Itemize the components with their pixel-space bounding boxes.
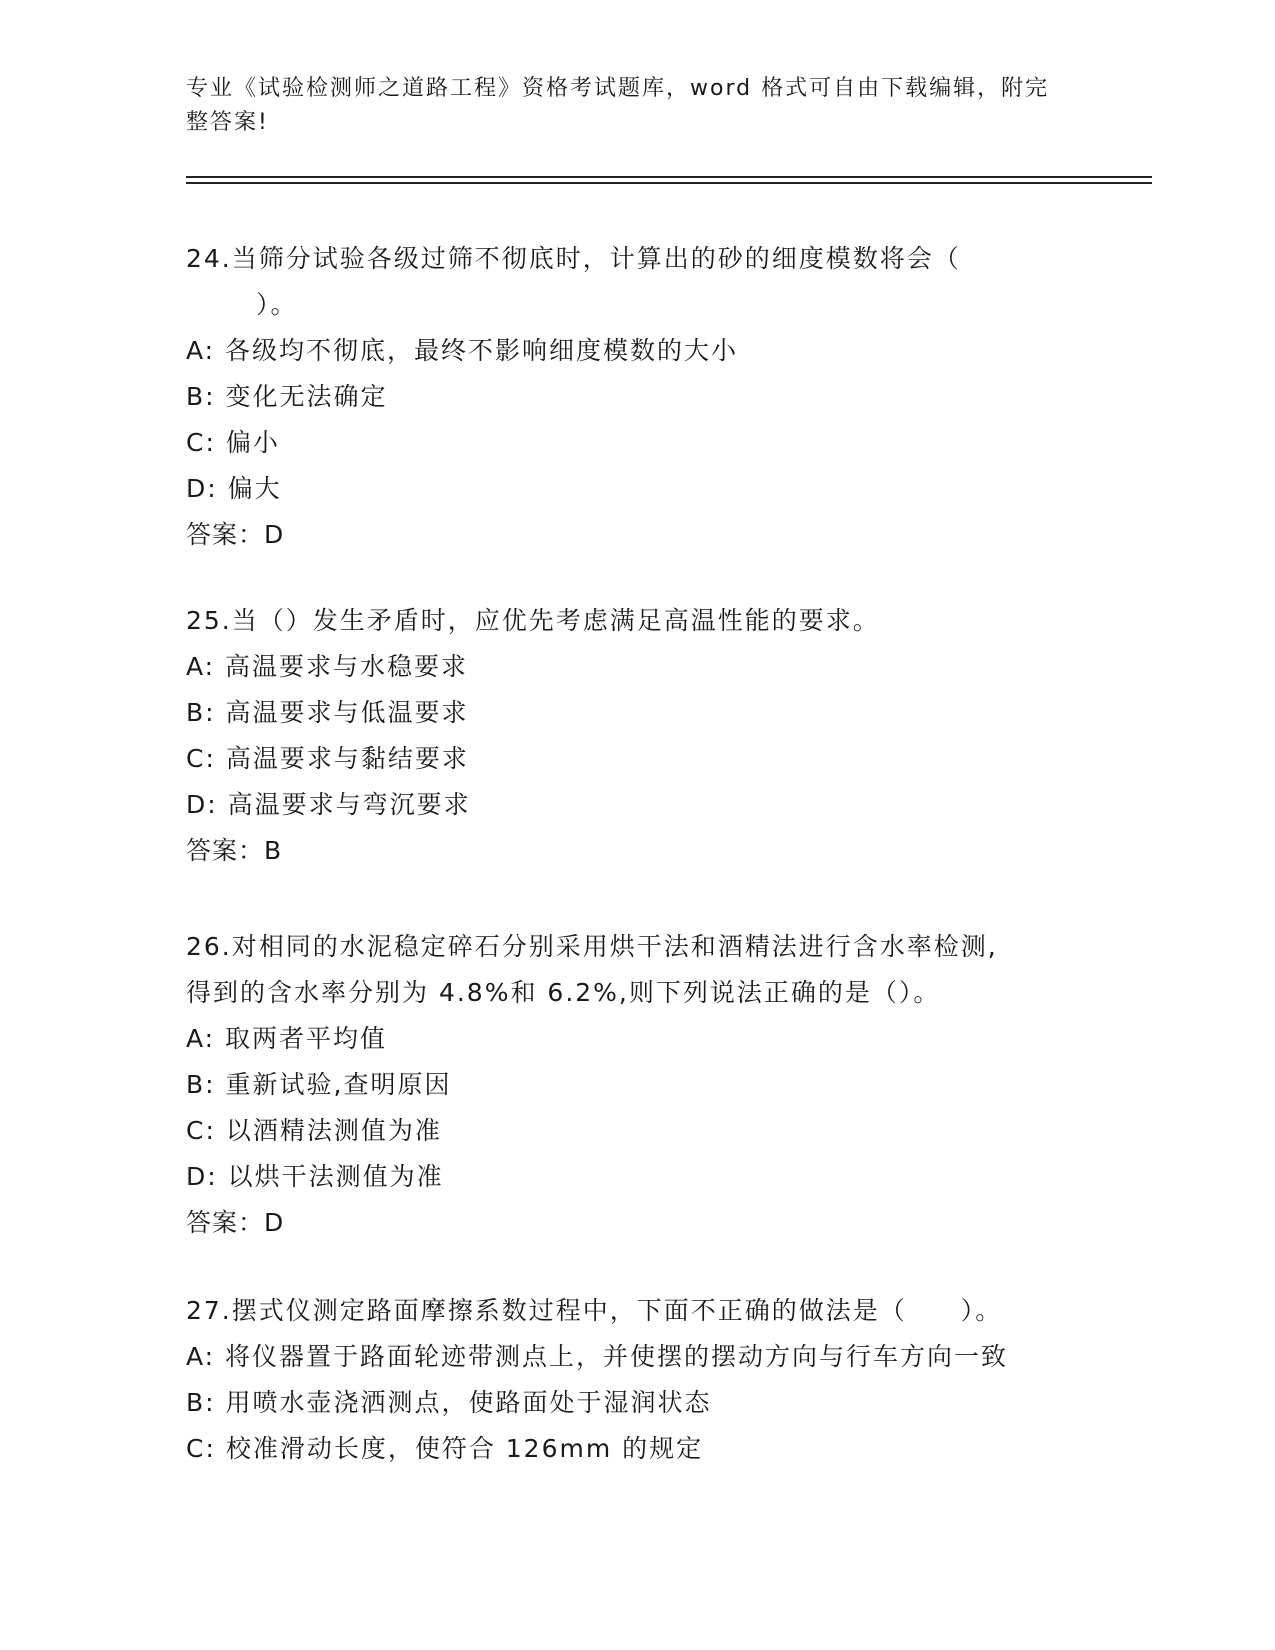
- option-c: C: 偏小: [186, 428, 280, 457]
- question-25: [186, 598, 1086, 874]
- header-rule-top: [186, 176, 1152, 178]
- answer: 答案：D: [186, 1208, 285, 1237]
- question-stem: 25.当（）发生矛盾时，应优先考虑满足高温性能的要求。: [186, 606, 880, 635]
- question-stem-continuation: 得到的含水率分别为 4.8%和 6.2%,则下列说法正确的是（）。: [186, 978, 941, 1007]
- question-stem: 26.对相同的水泥稳定碎石分别采用烘干法和酒精法进行含水率检测,: [186, 932, 998, 961]
- question-stem: 24.当筛分试验各级过筛不彻底时，计算出的砂的细度模数将会（: [186, 244, 961, 273]
- option-c: C: 以酒精法测值为准: [186, 1116, 442, 1145]
- option-b: B: 变化无法确定: [186, 382, 388, 411]
- option-a: A: 高温要求与水稳要求: [186, 652, 469, 681]
- option-b: B: 高温要求与低温要求: [186, 698, 469, 727]
- document-header: [186, 72, 1066, 140]
- option-a: A: 取两者平均值: [186, 1024, 388, 1053]
- option-a: A: 各级均不彻底，最终不影响细度模数的大小: [186, 336, 739, 365]
- option-c: C: 校准滑动长度，使符合 126mm 的规定: [186, 1434, 704, 1463]
- option-d: D: 高温要求与弯沉要求: [186, 790, 471, 819]
- header-line-2: 整答案!: [186, 110, 269, 135]
- option-a: A: 将仪器置于路面轮迹带测点上，并使摆的摆动方向与行车方向一致: [186, 1342, 1009, 1371]
- question-stem: 27.摆式仪测定路面摩擦系数过程中，下面不正确的做法是（ ）。: [186, 1296, 1003, 1325]
- option-b: B: 用喷水壶浇洒测点，使路面处于湿润状态: [186, 1388, 712, 1417]
- question-stem-continuation: ）。: [256, 290, 298, 319]
- option-c: C: 高温要求与黏结要求: [186, 744, 469, 773]
- answer: 答案：B: [186, 836, 283, 865]
- option-d: D: 偏大: [186, 474, 282, 503]
- header-rule-bottom: [186, 182, 1152, 184]
- option-d: D: 以烘干法测值为准: [186, 1162, 444, 1191]
- question-26: [186, 924, 1086, 1246]
- question-24: [186, 236, 1086, 558]
- option-b: B: 重新试验,查明原因: [186, 1070, 452, 1099]
- question-27: [186, 1288, 1086, 1472]
- header-line-1: 专业《试验检测师之道路工程》资格考试题库，word 格式可自由下载编辑，附完: [186, 76, 1050, 101]
- answer: 答案：D: [186, 520, 285, 549]
